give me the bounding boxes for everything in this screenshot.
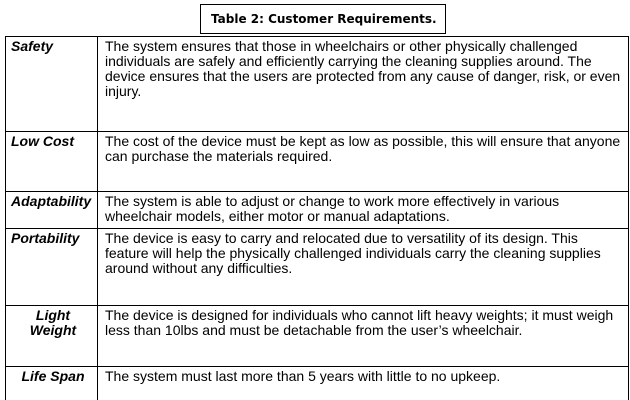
table-row <box>6 367 629 400</box>
requirement-description: The device is easy to carry and relocated due to versatility of its design. This feature will help the physically challenged individuals carry the cleaning supplies around without any difficulties. <box>98 229 629 306</box>
customer-requirements-table <box>5 36 629 400</box>
requirement-description: The system ensures that those in wheelchairs or other physically challenged individuals are safely and efficiently carrying the cleaning supplies around. The device ensures that the users are protected from any cause of danger, risk, or even injury. <box>98 37 629 132</box>
table-row <box>6 306 629 367</box>
requirement-description: The system must last more than 5 years with little to no upkeep. <box>98 367 629 400</box>
table-row <box>6 37 629 132</box>
requirement-label: Low Cost <box>6 132 98 192</box>
requirement-label: Safety <box>6 37 98 132</box>
requirement-description: The device is designed for individuals who cannot lift heavy weights; it must weigh less than 10lbs and must be detachable from the user’s wheelchair. <box>98 306 629 367</box>
requirement-label: Adaptability <box>6 192 98 229</box>
requirement-label: Life Span <box>6 367 98 400</box>
requirement-label: Light Weight <box>6 306 98 367</box>
table-caption: Table 2: Customer Requirements. <box>200 4 446 34</box>
requirement-label: Portability <box>6 229 98 306</box>
requirement-description: The cost of the device must be kept as low as possible, this will ensure that anyone can purchase the materials required. <box>98 132 629 192</box>
table-row <box>6 229 629 306</box>
table-row <box>6 192 629 229</box>
table-row <box>6 132 629 192</box>
requirement-description: The system is able to adjust or change to work more effectively in various wheelchair models, either motor or manual adaptations. <box>98 192 629 229</box>
